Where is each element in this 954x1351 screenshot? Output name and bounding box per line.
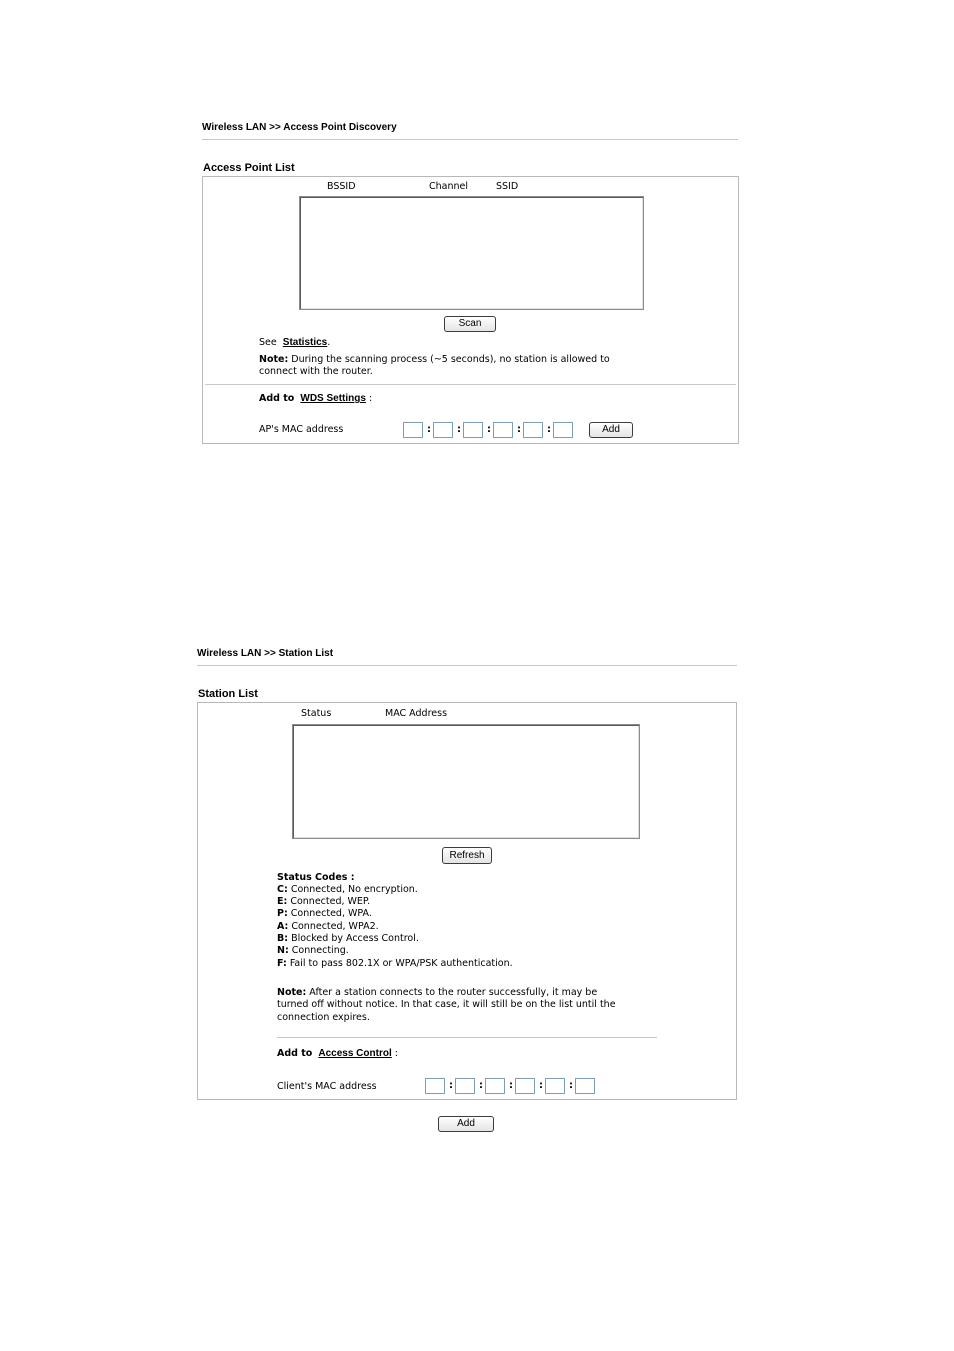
column-header-mac-address: MAC Address: [385, 708, 448, 719]
status-code-text: Connected, WEP.: [290, 896, 371, 907]
ap-mac-label: AP's MAC address: [259, 424, 344, 435]
mac-separator: :: [509, 1080, 513, 1091]
divider: [202, 139, 738, 140]
add-to-suffix: :: [394, 1048, 398, 1059]
note-line-2: connect with the router.: [259, 366, 373, 377]
status-code-row: [277, 908, 372, 919]
panel-divider: [277, 1037, 657, 1038]
add-to-label: Add to: [259, 393, 295, 404]
mac-separator: :: [569, 1080, 573, 1091]
station-add-button[interactable]: Add: [438, 1116, 494, 1132]
column-header-bssid: BSSID: [327, 181, 356, 192]
refresh-button[interactable]: Refresh: [442, 847, 492, 864]
mac-separator: :: [457, 424, 461, 435]
note-line-2: turned off without notice. In that case, it will still be on the list until the: [277, 999, 616, 1010]
column-header-channel: Channel: [429, 181, 469, 192]
status-code-text: Connecting.: [291, 945, 349, 956]
mac-separator: :: [517, 424, 521, 435]
status-code-text: Blocked by Access Control.: [291, 933, 419, 944]
ap-mac-octet-1[interactable]: [403, 422, 423, 438]
status-code-text: Fail to pass 802.1X or WPA/PSK authentication.: [289, 958, 513, 969]
add-to-label: Add to: [277, 1048, 313, 1059]
client-mac-octet-3[interactable]: [485, 1078, 505, 1094]
mac-separator: :: [449, 1080, 453, 1091]
station-panel: [197, 702, 737, 1100]
status-code-row: [277, 945, 349, 956]
note-label: Note:: [259, 354, 289, 365]
add-to-suffix: :: [368, 393, 373, 404]
client-mac-octet-4[interactable]: [515, 1078, 535, 1094]
status-code-row: [277, 896, 370, 907]
note-text-1: During the scanning process (~5 seconds), no station is allowed to: [291, 354, 610, 365]
mac-separator: :: [427, 424, 431, 435]
status-code-text: Connected, No encryption.: [290, 884, 418, 895]
see-suffix: .: [327, 337, 331, 348]
status-codes-title: Status Codes :: [277, 872, 355, 883]
see-prefix: See: [259, 337, 277, 348]
status-code-row: [277, 933, 419, 944]
status-code: B:: [277, 933, 289, 944]
ap-mac-octet-3[interactable]: [463, 422, 483, 438]
note-line-3: connection expires.: [277, 1012, 370, 1023]
column-header-ssid: SSID: [496, 181, 519, 192]
scan-button[interactable]: Scan: [444, 316, 496, 332]
status-code-text: Connected, WPA2.: [291, 921, 379, 932]
ap-mac-octet-4[interactable]: [493, 422, 513, 438]
client-mac-label: Client's MAC address: [277, 1081, 377, 1092]
status-code: F:: [277, 958, 287, 969]
note-line-1: [277, 987, 597, 998]
breadcrumb: Wireless LAN >> Access Point Discovery: [202, 122, 397, 133]
mac-separator: :: [547, 424, 551, 435]
access-control-link[interactable]: Access Control: [318, 1048, 392, 1059]
ap-mac-octet-5[interactable]: [523, 422, 543, 438]
status-code: N:: [277, 945, 289, 956]
status-code: E:: [277, 896, 288, 907]
see-statistics-line: [259, 337, 330, 348]
status-code: A:: [277, 921, 289, 932]
client-mac-octet-5[interactable]: [545, 1078, 565, 1094]
add-to-line: [259, 393, 372, 404]
mac-separator: :: [487, 424, 491, 435]
ap-add-button[interactable]: Add: [589, 422, 633, 438]
status-code-row: [277, 958, 513, 969]
section-title: Station List: [198, 688, 258, 700]
breadcrumb: Wireless LAN >> Station List: [197, 648, 334, 659]
status-code-row: [277, 921, 379, 932]
note-line-1: [259, 354, 610, 365]
ap-mac-octet-6[interactable]: [553, 422, 573, 438]
station-listbox[interactable]: [292, 724, 640, 839]
note-text-1: After a station connects to the router successfully, it may be: [309, 987, 598, 998]
status-code: P:: [277, 908, 288, 919]
access-point-listbox[interactable]: [299, 196, 644, 310]
ap-mac-octet-2[interactable]: [433, 422, 453, 438]
mac-separator: :: [539, 1080, 543, 1091]
column-header-status: Status: [301, 708, 332, 719]
status-code-text: Connected, WPA.: [290, 908, 372, 919]
client-mac-octet-6[interactable]: [575, 1078, 595, 1094]
statistics-link[interactable]: Statistics: [282, 337, 328, 348]
access-point-panel: [202, 176, 739, 444]
client-mac-octet-1[interactable]: [425, 1078, 445, 1094]
note-label: Note:: [277, 987, 307, 998]
add-to-line: [277, 1048, 398, 1059]
wds-settings-link[interactable]: WDS Settings: [300, 393, 366, 404]
section-title: Access Point List: [203, 162, 295, 174]
divider: [197, 665, 737, 666]
status-code: C:: [277, 884, 288, 895]
client-mac-octet-2[interactable]: [455, 1078, 475, 1094]
status-code-row: [277, 884, 418, 895]
mac-separator: :: [479, 1080, 483, 1091]
panel-divider: [205, 384, 736, 385]
